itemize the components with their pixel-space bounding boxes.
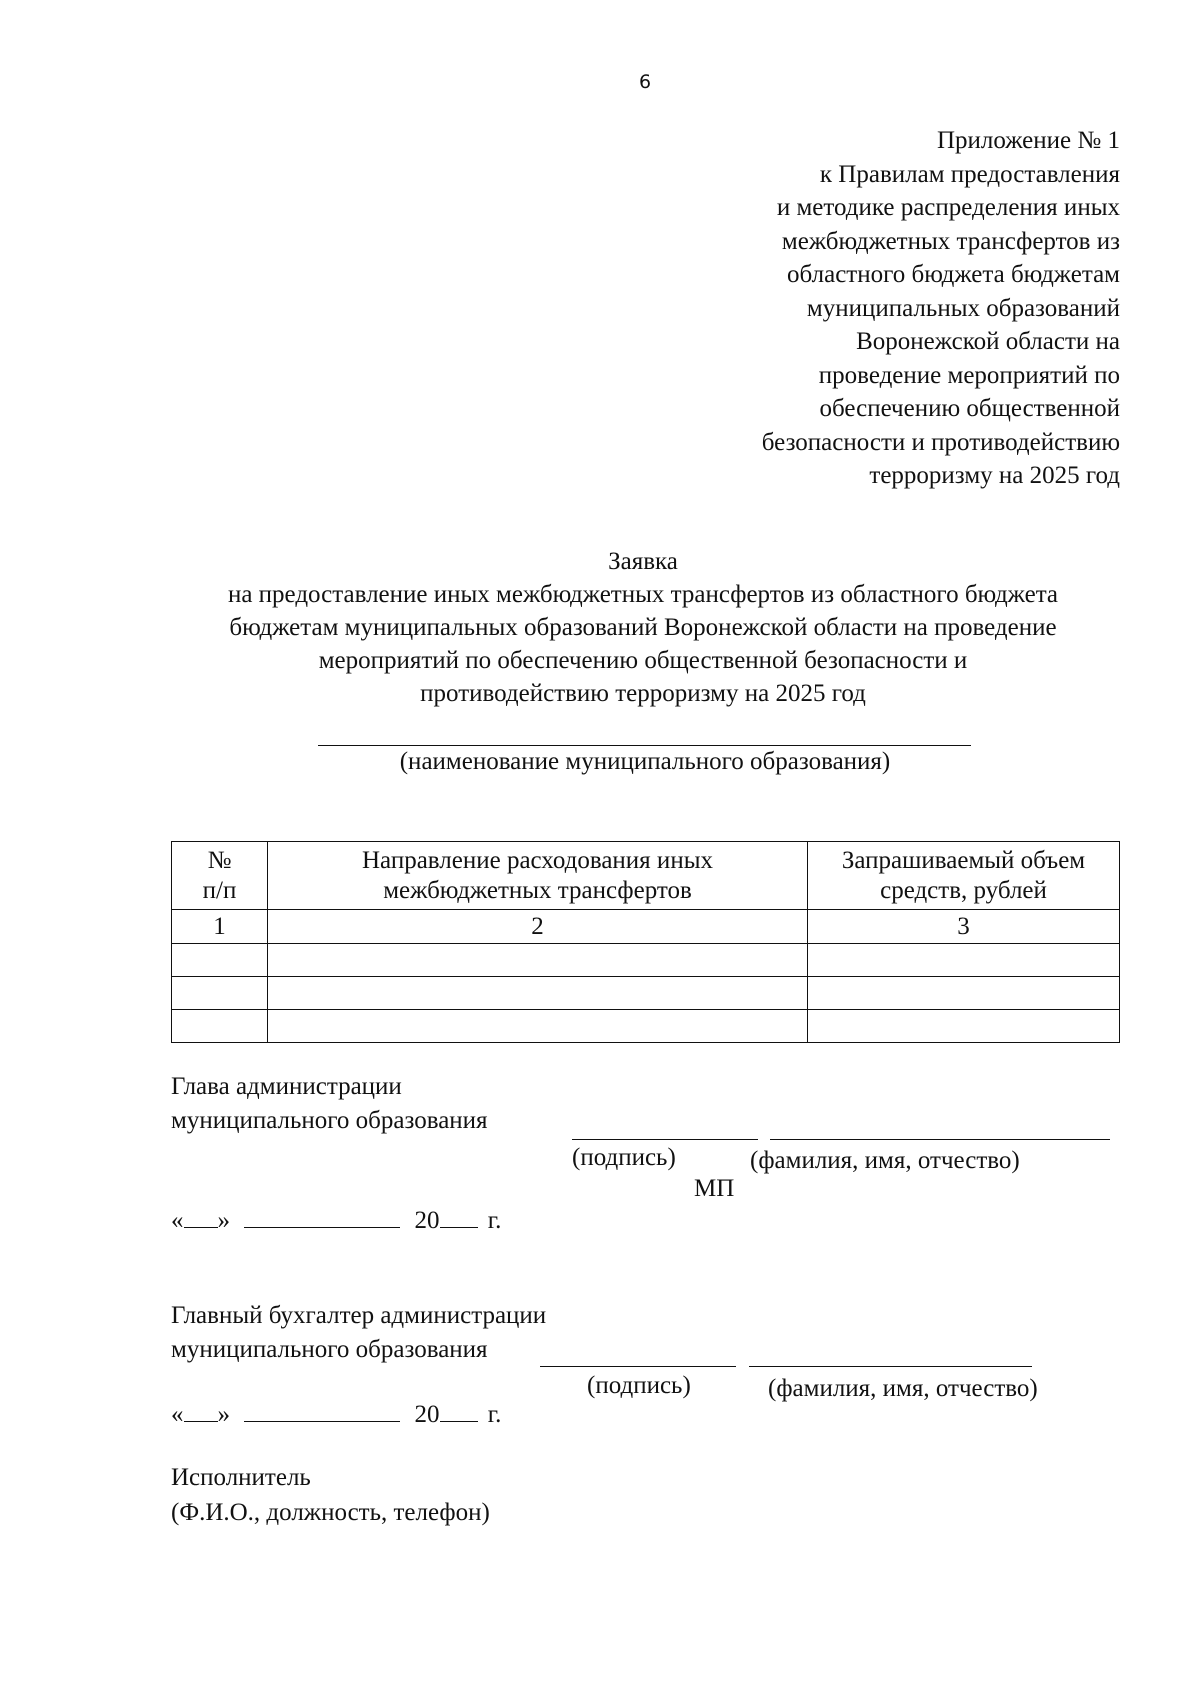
appendix-line: муниципальных образований — [806, 294, 1120, 322]
date-year-blank[interactable] — [440, 1207, 478, 1228]
chief-accountant-title-line1: Главный бухгалтер администрации — [171, 1302, 547, 1329]
request-table — [171, 841, 1120, 1043]
table-cell[interactable] — [172, 944, 268, 977]
chief-accountant-date: « » 20 г. — [171, 1401, 502, 1428]
table-cell[interactable] — [808, 944, 1120, 977]
column-header-number: № п/п — [172, 842, 268, 910]
appendix-line: терроризму на 2025 год — [869, 462, 1120, 489]
appendix-line: и методике распределения иных — [776, 194, 1120, 221]
fio-caption: (фамилия, имя, отчество) — [750, 1147, 1020, 1174]
appendix-line: областного бюджета бюджетам — [787, 261, 1120, 288]
column-number-cell: 2 — [268, 910, 808, 944]
table-column-numbers-row — [172, 910, 1120, 944]
signature-caption: (подпись) — [587, 1372, 691, 1399]
table-row — [172, 944, 1120, 977]
head-admin-signature-line[interactable] — [572, 1139, 758, 1140]
chief-accountant-title-line2: муниципального образования — [171, 1336, 488, 1363]
table-cell[interactable] — [268, 944, 808, 977]
stamp-label: МП — [694, 1175, 735, 1202]
title-line: мероприятий по обеспечению общественной безопасности и — [318, 647, 968, 674]
appendix-line: Воронежской области на — [856, 328, 1120, 355]
municipality-name-line — [318, 745, 971, 746]
chief-accountant-signature-line[interactable] — [540, 1366, 736, 1367]
column-header-amount: Запрашиваемый объем средств, рублей — [808, 842, 1120, 910]
appendix-line: проведение мероприятий по — [818, 361, 1120, 389]
signature-caption: (подпись) — [572, 1144, 676, 1171]
date-year-blank[interactable] — [440, 1401, 478, 1422]
table-cell[interactable] — [268, 1010, 808, 1043]
appendix-line: безопасности и противодействию — [761, 428, 1120, 456]
executor-details-caption: (Ф.И.О., должность, телефон) — [171, 1499, 490, 1526]
table-cell[interactable] — [268, 977, 808, 1010]
date-day-blank[interactable] — [184, 1401, 218, 1422]
date-month-blank[interactable] — [244, 1401, 400, 1422]
table-row — [172, 1010, 1120, 1043]
page-number: 6 — [638, 71, 652, 93]
table-cell[interactable] — [808, 1010, 1120, 1043]
head-admin-title-line1: Глава администрации — [171, 1073, 402, 1100]
table-cell[interactable] — [172, 1010, 268, 1043]
column-number-cell: 1 — [172, 910, 268, 944]
chief-accountant-fio-line[interactable] — [749, 1366, 1032, 1367]
date-day-blank[interactable] — [184, 1207, 218, 1228]
title-heading: Заявка — [608, 548, 678, 575]
table-row — [172, 977, 1120, 1010]
title-line: на предоставление иных межбюджетных трансфертов из областного бюджета — [227, 581, 1059, 608]
appendix-line: Приложение № 1 — [936, 127, 1120, 154]
appendix-line: обеспечению общественной — [819, 395, 1120, 422]
appendix-line: к Правилам предоставления — [819, 160, 1120, 188]
column-header-direction: Направление расходования иных межбюджетных трансфертов — [268, 842, 808, 910]
title-line: противодействию терроризму на 2025 год — [420, 680, 866, 707]
table-cell[interactable] — [172, 977, 268, 1010]
head-admin-title-line2: муниципального образования — [171, 1107, 488, 1134]
appendix-header — [762, 124, 1120, 493]
executor-label: Исполнитель — [171, 1464, 311, 1491]
head-admin-fio-line[interactable] — [770, 1139, 1110, 1140]
appendix-line: межбюджетных трансфертов из — [781, 227, 1120, 255]
document-title — [160, 545, 1126, 710]
municipality-name-caption: (наименование муниципального образования) — [399, 748, 891, 775]
head-admin-date: « » 20 г. — [171, 1207, 502, 1234]
table-header-row — [172, 842, 1120, 910]
title-line: бюджетам муниципальных образований Воронежской области на проведение — [229, 614, 1057, 641]
date-month-blank[interactable] — [244, 1207, 400, 1228]
table-cell[interactable] — [808, 977, 1120, 1010]
column-number-cell: 3 — [808, 910, 1120, 944]
fio-caption: (фамилия, имя, отчество) — [768, 1375, 1038, 1402]
